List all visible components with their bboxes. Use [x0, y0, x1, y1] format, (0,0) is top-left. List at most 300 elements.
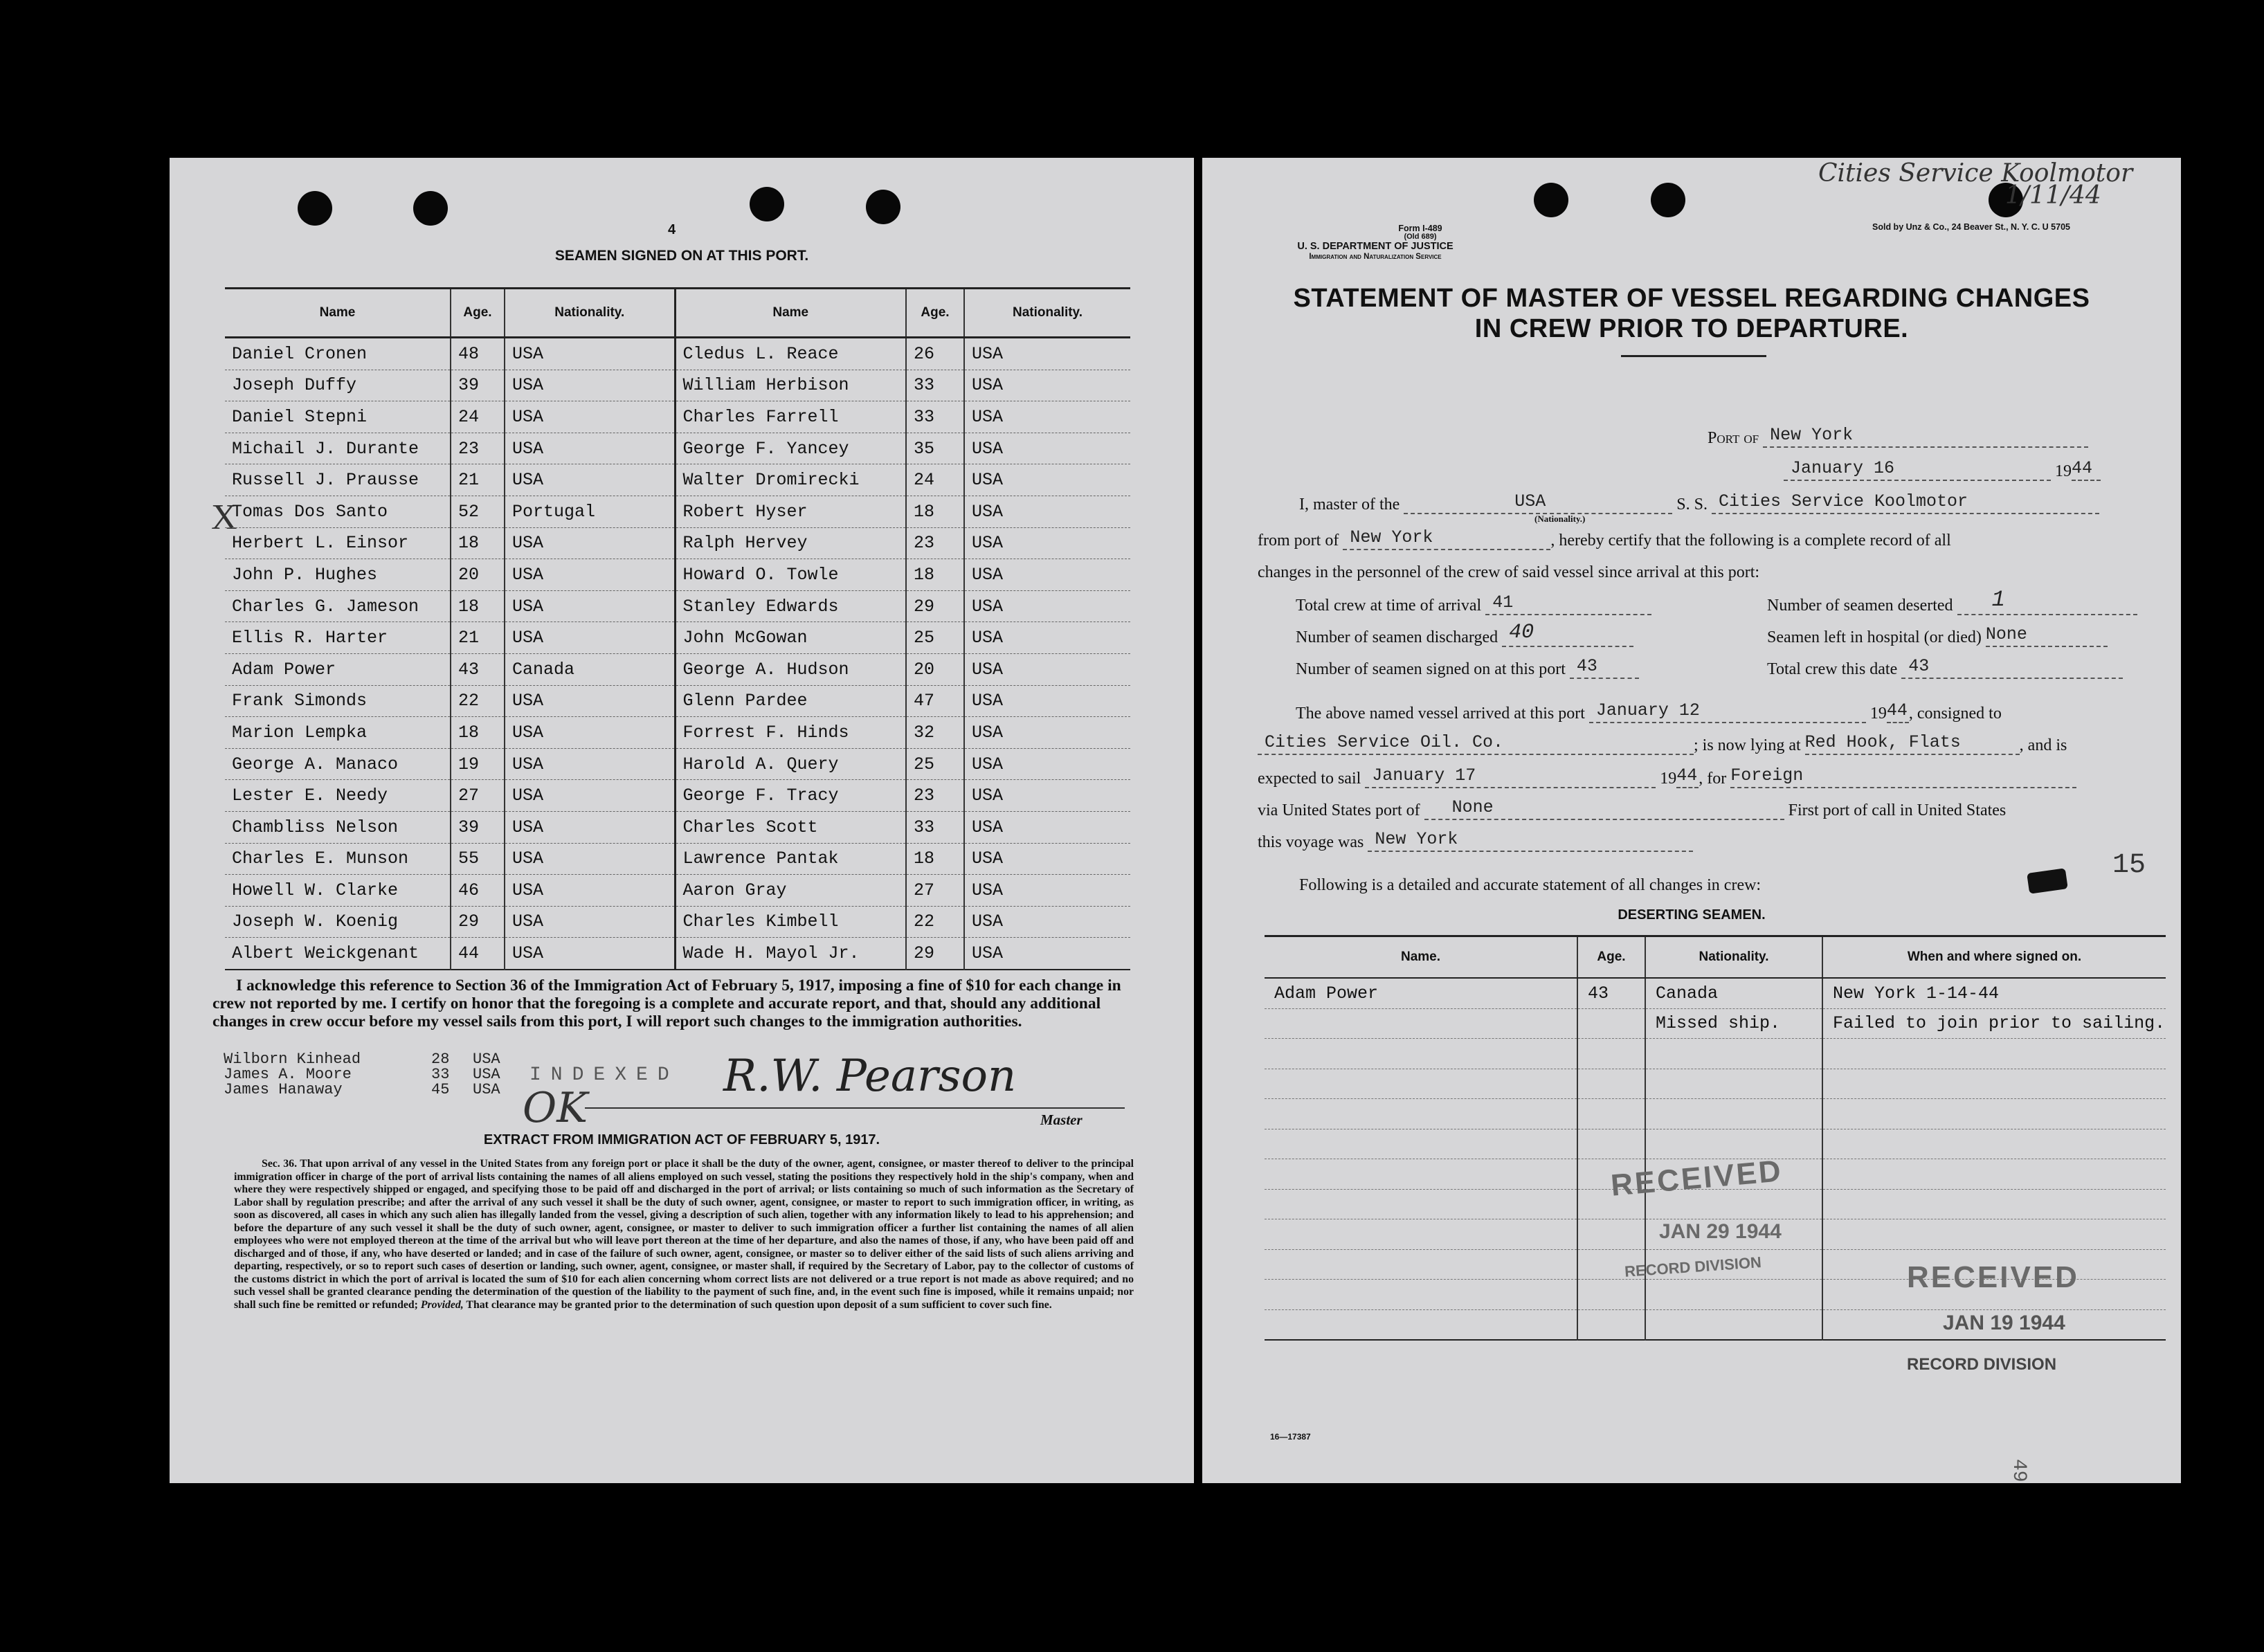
side-number: 49	[2008, 1459, 2029, 1482]
voyage-row	[1258, 829, 1693, 852]
certify-text: , hereby certify that the following is a complete record of all	[1550, 532, 1951, 550]
deserting-table-header	[1265, 936, 2166, 979]
deserter-name	[1265, 1189, 1577, 1219]
via-label: via United States port of	[1258, 801, 1420, 819]
extra-age: 28	[431, 1051, 450, 1068]
signed-on-label: Number of seamen signed on at this port	[1296, 660, 1566, 678]
from-port-value: New York	[1350, 527, 1433, 547]
seaman-nationality: Portugal	[505, 496, 675, 527]
year-prefix: 19	[2055, 462, 2072, 480]
total-arrival-value: 41	[1492, 592, 1514, 612]
deserter-age	[1577, 1129, 1645, 1159]
seaman-name: George A. Manaco	[225, 748, 451, 780]
seaman-age: 18	[451, 590, 505, 622]
seaman-name: Howell W. Clarke	[225, 875, 451, 907]
deserter-nationality	[1645, 1069, 1822, 1099]
seaman-name: Marion Lempka	[225, 717, 451, 749]
discharged-field	[1502, 621, 1633, 647]
deserter-name	[1265, 1099, 1577, 1129]
seaman-nationality: USA	[964, 906, 1130, 938]
extra-name: James A. Moore	[224, 1066, 352, 1083]
deserter-name	[1265, 1039, 1577, 1069]
seaman-age: 21	[451, 464, 505, 496]
table-row	[225, 401, 1130, 433]
seaman-nationality: USA	[505, 685, 675, 717]
seaman-nationality: USA	[964, 622, 1130, 654]
seaman-age: 39	[451, 370, 505, 401]
acknowledgement	[212, 977, 1147, 1031]
table-row	[225, 906, 1130, 938]
deserter-age	[1577, 1008, 1645, 1039]
table-row	[1265, 978, 2166, 1008]
seaman-nationality: USA	[964, 811, 1130, 843]
seaman-name: John P. Hughes	[225, 559, 451, 591]
year-value: 44	[2072, 458, 2093, 478]
consignee-row	[1258, 732, 2067, 755]
consigned-label: , consigned to	[1908, 705, 2002, 723]
total-date-label: Total crew this date	[1767, 660, 1898, 678]
master-label: Master	[1040, 1111, 1083, 1128]
deserter-name	[1265, 1280, 1577, 1310]
seaman-name: George A. Hudson	[675, 653, 906, 685]
hospital-value: None	[1985, 624, 2027, 644]
crew-table-body	[225, 338, 1130, 970]
expected-year-prefix: 19	[1660, 770, 1677, 788]
seaman-age: 43	[451, 653, 505, 685]
table-row	[1265, 1069, 2166, 1099]
seaman-age: 29	[906, 938, 964, 970]
seaman-name: Charles Scott	[675, 811, 906, 843]
seaman-name: Forrest F. Hinds	[675, 717, 906, 749]
seaman-nationality: USA	[964, 401, 1130, 433]
seaman-name: John McGowan	[675, 622, 906, 654]
extra-age: 33	[431, 1066, 450, 1083]
seaman-nationality: USA	[964, 748, 1130, 780]
table-row	[225, 717, 1130, 749]
seaman-name: Charles Farrell	[675, 401, 906, 433]
date-value: January 16	[1791, 458, 1895, 478]
deserted-row	[1767, 587, 2137, 615]
seaman-name: Glenn Pardee	[675, 685, 906, 717]
extract-title: EXTRACT FROM IMMIGRATION ACT OF FEBRUARY 5, 1917.	[483, 1132, 880, 1147]
seaman-age: 23	[906, 780, 964, 812]
seaman-age: 18	[906, 843, 964, 875]
seaman-age: 25	[906, 622, 964, 654]
form-title-line1: STATEMENT OF MASTER OF VESSEL REGARDING CHANGES	[1293, 284, 2090, 313]
seaman-nationality: USA	[505, 464, 675, 496]
following-text: Following is a detailed and accurate statement of all changes in crew:	[1299, 876, 1762, 894]
master-signature: R.W. Pearson	[723, 1051, 1017, 1102]
seaman-name: Herbert L. Einsor	[225, 527, 451, 559]
seaman-name: Russell J. Prausse	[225, 464, 451, 496]
seaman-nationality: USA	[964, 685, 1130, 717]
seaman-age: 29	[451, 906, 505, 938]
x-mark: X	[211, 498, 237, 537]
port-value: New York	[1770, 425, 1854, 445]
seaman-nationality: USA	[505, 938, 675, 970]
form-number: Form I-489	[1398, 224, 1442, 233]
deserter-age	[1577, 1309, 1645, 1340]
from-port-label: from port of	[1258, 532, 1339, 550]
seaman-nationality: USA	[505, 843, 675, 875]
col-nationality: Nationality.	[964, 289, 1130, 338]
table-row	[225, 622, 1130, 654]
title-rule	[1621, 355, 1766, 357]
seaman-name: Albert Weickgenant	[225, 938, 451, 970]
seaman-age: 27	[906, 875, 964, 907]
department: U. S. DEPARTMENT OF JUSTICE	[1297, 241, 1454, 252]
deserted-label: Number of seamen deserted	[1767, 597, 1953, 615]
crew-table	[225, 287, 1130, 970]
seaman-age: 23	[451, 433, 505, 464]
seaman-name: Ellis R. Harter	[225, 622, 451, 654]
seaman-nationality: USA	[505, 717, 675, 749]
seaman-age: 20	[451, 559, 505, 591]
deserter-age	[1577, 1039, 1645, 1069]
total-arrival-field	[1485, 592, 1651, 615]
seaman-name: Wade H. Mayol Jr.	[675, 938, 906, 970]
deserter-signed-on	[1822, 1069, 2166, 1099]
col-age: Age.	[906, 289, 964, 338]
seaman-age: 27	[451, 780, 505, 812]
seaman-nationality: USA	[505, 906, 675, 938]
deserter-signed-on	[1822, 1039, 2166, 1069]
seaman-name: Lawrence Pantak	[675, 843, 906, 875]
seaman-name: Charles Kimbell	[675, 906, 906, 938]
seaman-nationality: USA	[964, 496, 1130, 527]
form-title-line2: IN CREW PRIOR TO DEPARTURE.	[1474, 314, 1909, 343]
seaman-nationality: USA	[505, 780, 675, 812]
from-port-field	[1343, 527, 1550, 550]
signed-on-field	[1570, 656, 1639, 679]
seaman-nationality: USA	[964, 338, 1130, 370]
deserter-signed-on	[1822, 1189, 2166, 1219]
seaman-nationality: USA	[505, 811, 675, 843]
section-title: SEAMEN SIGNED ON AT THIS PORT.	[554, 248, 809, 264]
discharged-row	[1296, 621, 1633, 647]
punch-hole	[1534, 183, 1568, 217]
via-row	[1258, 797, 2007, 820]
received-stamp-1-division: RECORD DIVISION	[1624, 1253, 1762, 1280]
seaman-age: 33	[906, 401, 964, 433]
extra-name: James Hanaway	[224, 1081, 343, 1098]
col-name: Name	[225, 289, 451, 338]
seaman-name: Robert Hyser	[675, 496, 906, 527]
deserter-nationality	[1645, 1039, 1822, 1069]
arrived-year-prefix: 19	[1869, 705, 1887, 723]
master-of-label: I, master of the	[1299, 496, 1400, 514]
seaman-nationality: USA	[505, 401, 675, 433]
col-name: Name	[675, 289, 906, 338]
year-field	[2072, 458, 2101, 481]
arrived-label: The above named vessel arrived at this port	[1296, 705, 1585, 723]
ok-mark: OK	[523, 1084, 588, 1132]
arrived-value: January 12	[1595, 700, 1700, 720]
extra-nat: USA	[473, 1081, 500, 1098]
deserter-nationality	[1645, 1280, 1822, 1310]
seaman-nationality: USA	[964, 843, 1130, 875]
seaman-nationality: USA	[964, 527, 1130, 559]
table-row	[225, 780, 1130, 812]
punch-hole	[750, 187, 784, 221]
for-label: , for	[1699, 770, 1727, 788]
seaman-nationality: USA	[964, 590, 1130, 622]
col-nationality: Nationality.	[1645, 936, 1822, 979]
seaman-name: Lester E. Needy	[225, 780, 451, 812]
deserter-name	[1265, 1249, 1577, 1280]
table-row	[225, 464, 1130, 496]
table-row	[225, 527, 1130, 559]
seaman-name: Daniel Cronen	[225, 338, 451, 370]
seaman-age: 35	[906, 433, 964, 464]
service: Immigration and Naturalization Service	[1309, 253, 1442, 261]
col-nationality: Nationality.	[505, 289, 675, 338]
deserter-age	[1577, 1069, 1645, 1099]
indexed-stamp: INDEXED	[529, 1064, 679, 1086]
deserter-nationality: Missed ship.	[1645, 1008, 1822, 1039]
lying-field	[1804, 732, 2020, 755]
lying-label: ; is now lying at	[1694, 736, 1801, 754]
seaman-name: Chambliss Nelson	[225, 811, 451, 843]
table-row	[225, 875, 1130, 907]
via-value: None	[1451, 797, 1494, 817]
table-row	[225, 843, 1130, 875]
received-stamp-1-date: JAN 29 1944	[1659, 1220, 1782, 1243]
deserter-name	[1265, 1159, 1577, 1190]
seaman-name: Charles G. Jameson	[225, 590, 451, 622]
section-36-text	[234, 1158, 1134, 1311]
deserter-age	[1577, 1219, 1645, 1250]
for-value: Foreign	[1730, 765, 1804, 786]
seaman-age: 18	[906, 559, 964, 591]
seaman-age: 18	[451, 527, 505, 559]
seaman-nationality: USA	[964, 717, 1130, 749]
seaman-age: 25	[906, 748, 964, 780]
footer-code: 16—17387	[1270, 1432, 1311, 1442]
voyage-label: this voyage was	[1258, 833, 1364, 851]
deserter-name	[1265, 1008, 1577, 1039]
punch-hole	[298, 191, 332, 226]
seaman-name: Howard O. Towle	[675, 559, 906, 591]
punch-hole	[1651, 183, 1685, 217]
seaman-name: Walter Dromirecki	[675, 464, 906, 496]
table-row	[225, 938, 1130, 970]
seaman-age: 52	[451, 496, 505, 527]
seaman-age: 55	[451, 843, 505, 875]
table-row	[225, 685, 1130, 717]
seaman-age: 33	[906, 811, 964, 843]
received-stamp-2-date: JAN 19 1944	[1943, 1311, 2065, 1334]
table-row	[1265, 1099, 2166, 1129]
extra-signed-on-list	[224, 1052, 500, 1098]
redaction-mark	[2027, 868, 2068, 894]
deserter-name	[1265, 1069, 1577, 1099]
voyage-value: New York	[1375, 829, 1458, 849]
deserter-nationality: Canada	[1645, 978, 1822, 1008]
seaman-nationality: USA	[964, 938, 1130, 970]
extra-nat: USA	[473, 1051, 500, 1068]
expected-label: expected to sail	[1258, 770, 1361, 788]
seaman-age: 22	[906, 906, 964, 938]
arrived-field	[1589, 700, 1866, 723]
deserted-value: 1	[1991, 587, 2005, 612]
left-page	[170, 158, 1194, 1483]
printer-note: Sold by Unz & Co., 24 Beaver St., N. Y. C. U 5705	[1872, 222, 2070, 232]
hospital-label: Seamen left in hospital (or died)	[1767, 628, 1982, 646]
seaman-name: Frank Simonds	[225, 685, 451, 717]
table-row	[225, 338, 1130, 370]
handwritten-ship-note: Cities Service Koolmotor	[1818, 159, 2133, 188]
sec-label: Sec. 36.	[262, 1158, 298, 1170]
deserting-title: DESERTING SEAMEN.	[1618, 907, 1766, 923]
seaman-nationality: USA	[505, 338, 675, 370]
seaman-name: Adam Power	[225, 653, 451, 685]
deserter-name	[1265, 1129, 1577, 1159]
crew-table-header	[225, 289, 1130, 338]
page-number: 4	[668, 222, 676, 237]
discharged-label: Number of seamen discharged	[1296, 628, 1498, 646]
seaman-age: 26	[906, 338, 964, 370]
seaman-name: George F. Yancey	[675, 433, 906, 464]
for-field	[1730, 765, 2076, 788]
port-label: Port of	[1708, 429, 1759, 447]
seaman-name: Stanley Edwards	[675, 590, 906, 622]
and-is-label: , and is	[2019, 736, 2067, 754]
table-row	[225, 653, 1130, 685]
arrived-row	[1296, 700, 2002, 723]
col-when-where: When and where signed on.	[1822, 936, 2166, 979]
seaman-nationality: USA	[964, 875, 1130, 907]
total-date-row	[1767, 656, 2123, 679]
seaman-name: Daniel Stepni	[225, 401, 451, 433]
seaman-name: George F. Tracy	[675, 780, 906, 812]
seaman-nationality: USA	[505, 433, 675, 464]
extra-row	[224, 1067, 500, 1082]
deserter-nationality	[1645, 1129, 1822, 1159]
deserter-signed-on	[1822, 1219, 2166, 1250]
discharged-value: 40	[1509, 621, 1534, 644]
seaman-nationality: USA	[505, 370, 675, 401]
seaman-age: 20	[906, 653, 964, 685]
deserter-signed-on	[1822, 1099, 2166, 1129]
deserted-field	[1957, 587, 2137, 615]
signed-on-row	[1296, 656, 1639, 679]
provided-text: That clearance may be granted prior to the determination of such question upon deposit of a sum sufficient to cover such fine.	[466, 1298, 1052, 1311]
extra-name: Wilborn Kinhead	[224, 1051, 361, 1068]
ship-field	[1712, 491, 2099, 514]
table-row	[225, 559, 1130, 591]
table-row	[225, 748, 1130, 780]
seaman-name: Ralph Hervey	[675, 527, 906, 559]
form-old-number: (Old 689)	[1404, 233, 1437, 241]
deserter-age	[1577, 1280, 1645, 1310]
extra-nat: USA	[473, 1066, 500, 1083]
table-row	[225, 496, 1130, 527]
total-arrival-label: Total crew at time of arrival	[1296, 597, 1482, 615]
seaman-age: 24	[451, 401, 505, 433]
signature-line	[585, 1107, 1125, 1109]
from-port-row	[1258, 527, 1951, 550]
hospital-row	[1767, 624, 2108, 647]
seaman-nationality: USA	[505, 748, 675, 780]
seaman-age: 19	[451, 748, 505, 780]
table-row	[225, 433, 1130, 464]
ship-value: Cities Service Koolmotor	[1718, 491, 1968, 511]
deserter-signed-on	[1822, 1159, 2166, 1190]
date-row	[1784, 458, 2101, 481]
seaman-nationality: USA	[964, 433, 1130, 464]
seaman-name: Joseph W. Koenig	[225, 906, 451, 938]
seaman-nationality: USA	[964, 653, 1130, 685]
nationality-value: USA	[1514, 491, 1546, 511]
seaman-name: Harold A. Query	[675, 748, 906, 780]
seaman-nationality: USA	[964, 559, 1130, 591]
seaman-nationality: USA	[964, 464, 1130, 496]
changes-text: changes in the personnel of the crew of said vessel since arrival at this port:	[1258, 563, 1760, 581]
consignee-value: Cities Service Oil. Co.	[1265, 732, 1504, 752]
seaman-nationality: USA	[505, 590, 675, 622]
right-page	[1202, 158, 2181, 1483]
seaman-age: 39	[451, 811, 505, 843]
seaman-age: 29	[906, 590, 964, 622]
col-name: Name.	[1265, 936, 1577, 979]
seaman-nationality: USA	[964, 780, 1130, 812]
extra-row	[224, 1052, 500, 1067]
lying-value: Red Hook, Flats	[1804, 732, 1961, 752]
seaman-name: Cledus L. Reace	[675, 338, 906, 370]
deserter-age	[1577, 1099, 1645, 1129]
received-stamp-2: RECEIVED	[1907, 1260, 2079, 1294]
nationality-field	[1404, 491, 1672, 514]
first-port-label: First port of call in United States	[1788, 801, 2007, 819]
consignee-field	[1258, 732, 1694, 755]
seaman-name: Joseph Duffy	[225, 370, 451, 401]
deserter-signed-on: Failed to join prior to sailing.	[1822, 1008, 2166, 1039]
voyage-field	[1368, 829, 1693, 852]
col-age: Age.	[1577, 936, 1645, 979]
received-stamp-2-division: RECORD DIVISION	[1907, 1355, 2057, 1374]
table-row	[1265, 1129, 2166, 1159]
seaman-age: 33	[906, 370, 964, 401]
signed-on-value: 43	[1576, 656, 1597, 676]
punch-hole	[866, 190, 900, 224]
seaman-age: 48	[451, 338, 505, 370]
seaman-name: Michail J. Durante	[225, 433, 451, 464]
seaman-age: 23	[906, 527, 964, 559]
seaman-name: William Herbison	[675, 370, 906, 401]
expected-row	[1258, 765, 2076, 788]
seaman-age: 18	[906, 496, 964, 527]
table-row	[225, 590, 1130, 622]
seaman-age: 18	[451, 717, 505, 749]
punch-hole	[413, 191, 448, 226]
seaman-nationality: USA	[505, 875, 675, 907]
sec-text: That upon arrival of any vessel in the United States from any foreign port or place it shall be the duty of the owner, agent, consignee, or master thereof to deliver to the principal immigration officer in charge of the port of arrival lists containing the names of all aliens employed on such vessel, stating the positions they respectively hold in the ship's company, when and where they were respectively shipped or engaged, and specifying those to be paid off and discharged in the port of arrival; or lists containing so much of such information as the Secretary of Labor shall by regulation prescribe; and after the arrival of any such vessel it shall be the duty of such owner, agent, consignee, or master to report to such immigration officer, in writing, as soon as discovered, all cases in which any such alien has illegally landed from the vessel, giving a description of such alien, together with any information likely to lead to his apprehension; and before the departure of any such vessel it shall be the duty of such owner, agent, consignee, or master to deliver to such immigration officer a further list containing the names of all alien employees who were not employed thereon at the time of the arrival but who will leave port thereon at the time of her departure, and also the names of those, if any, who have been paid off and discharged and of those, if any, who have deserted or landed; and in case of the failure of such owner, agent, consignee, or master so to deliver either of the said lists of such aliens arriving and departing, respectively, or so to report such cases of desertion or landing, such owner, agent, consignee, or master shall, if required by the Secretary of Labor, pay to the collector of customs of the customs district in which the port of arrival is located the sum of $10 for each alien concerning whom correct lists are not delivered or a true report is not made as above required; and no such vessel shall be granted clearance pending the determination of the question of the liability to the payment of such fine, and, in the event such fine is imposed, while it remains unpaid; nor shall such fine be remitted or refunded;	[234, 1158, 1134, 1311]
provided-label: Provided,	[420, 1298, 464, 1311]
handwritten-date-note: 1/11/44	[2005, 181, 2101, 210]
seaman-name: Charles E. Munson	[225, 843, 451, 875]
acknowledgement-text: I acknowledge this reference to Section 36 of the Immigration Act of February 5, 1917, imposing a fine of $10 for each change in crew not reported by me. I certify on honor that the foregoing is a complete and accurate report, and that, should any additional changes in crew occur before my vessel sails from this port, I will report such changes to the immigration authorities.	[212, 977, 1121, 1031]
seaman-nationality: USA	[505, 559, 675, 591]
date-field	[1784, 458, 2051, 481]
deserter-nationality	[1645, 1099, 1822, 1129]
expected-year-value: 44	[1676, 765, 1698, 786]
port-row	[1708, 425, 2088, 448]
deserter-signed-on: New York 1-14-44	[1822, 978, 2166, 1008]
arrived-year-field	[1886, 700, 1909, 723]
table-row	[1265, 1039, 2166, 1069]
hospital-field	[1985, 624, 2108, 647]
